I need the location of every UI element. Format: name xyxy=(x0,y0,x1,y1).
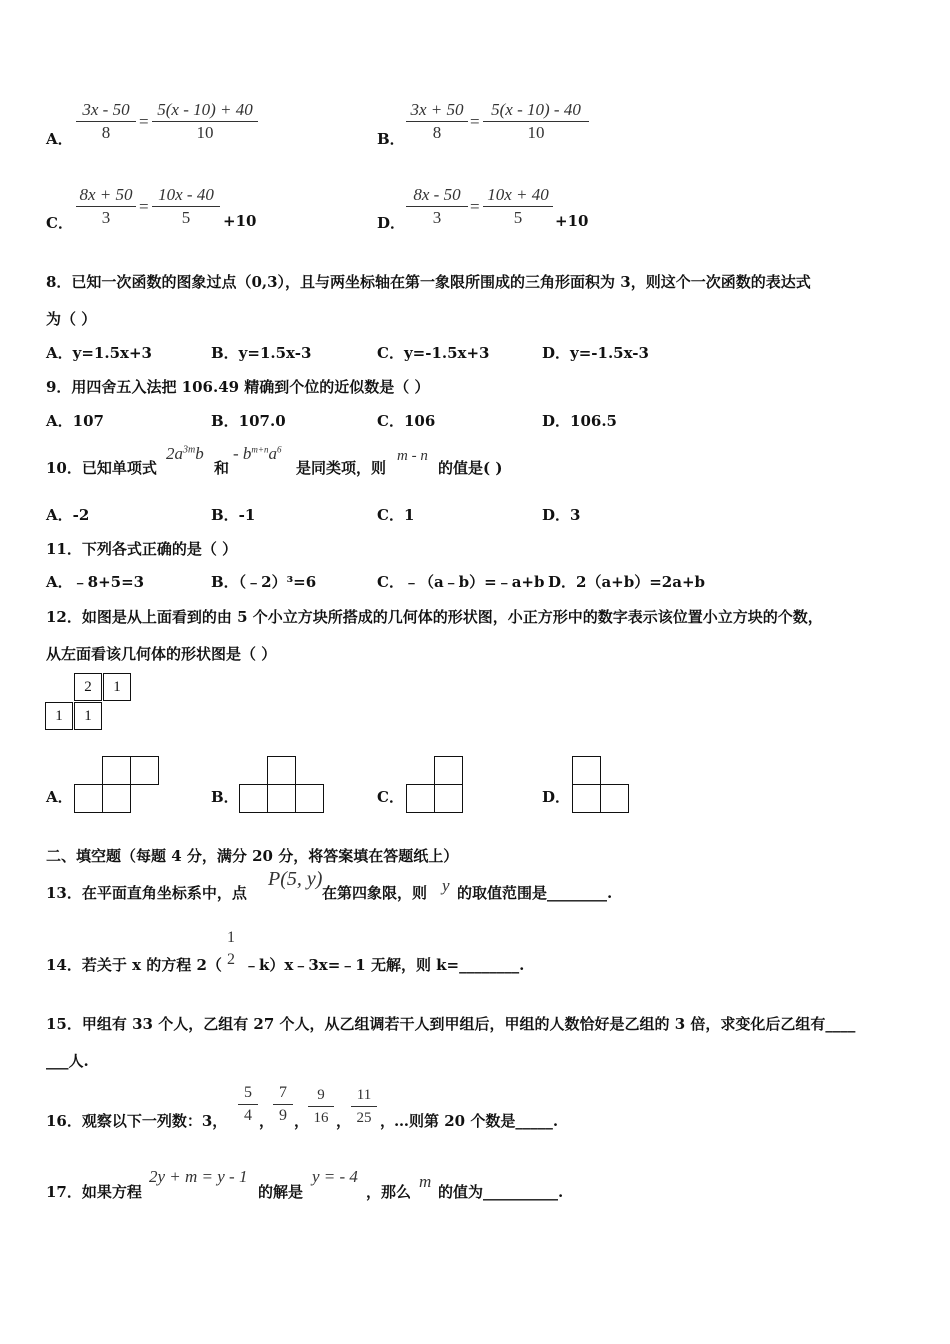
q9-option-d[interactable]: D．106.5 xyxy=(542,412,617,430)
cube-face xyxy=(600,784,629,813)
q14-stem-end: ﹣k）x﹣3x=﹣1 无解，则 k=________. xyxy=(244,956,525,974)
cube-face xyxy=(572,784,601,813)
equals-sign: = xyxy=(139,112,149,131)
equals-sign: = xyxy=(470,197,480,216)
cube-face xyxy=(406,784,435,813)
q16-fraction-3 xyxy=(308,1085,334,1129)
fraction-denominator: 3 xyxy=(432,208,442,227)
q14-stem-start: 14．若关于 x 的方程 2（ xyxy=(46,956,222,974)
q12-top-view-grid xyxy=(45,673,133,731)
q11-option-c[interactable]: C．﹣（a﹣b）=﹣a+b xyxy=(377,573,545,591)
grid-cell: 1 xyxy=(45,702,73,730)
separator: ， xyxy=(294,1112,310,1130)
q15-stem-line2: ___人. xyxy=(46,1052,89,1070)
term-tail: b xyxy=(195,444,204,463)
fraction-numerator: 10x - 40 xyxy=(152,185,220,207)
q10-option-b[interactable]: B．-1 xyxy=(211,506,256,524)
cube-face xyxy=(102,756,131,785)
q10-monomial-2 xyxy=(233,444,282,464)
fraction-numerator: 5(x - 10) + 40 xyxy=(152,100,258,122)
q8-option-c[interactable]: C．y=-1.5x+3 xyxy=(377,344,490,362)
q14-fraction xyxy=(222,928,240,971)
q7-d-rhs-fraction xyxy=(483,185,553,229)
q11-option-b[interactable]: B．（﹣2）³=6 xyxy=(211,573,317,591)
fraction-denominator: 3 xyxy=(101,208,111,227)
q8-stem-line2: 为（ ） xyxy=(46,310,97,328)
term-base: - b xyxy=(233,444,252,463)
fraction-denominator: 8 xyxy=(101,123,111,142)
q10-expression: m - n xyxy=(397,448,428,464)
q12-stem-line2: 从左面看该几何体的形状图是（ ） xyxy=(46,645,277,663)
q7-d-lhs-fraction xyxy=(406,185,468,229)
q12-stem-line1: 12．如图是从上面看到的由 5 个小立方块所搭成的几何体的形状图，小正方形中的数字表示该位置小立方块的个数， xyxy=(46,608,823,626)
separator: ， xyxy=(380,1112,396,1130)
q8-option-d[interactable]: D．y=-1.5x-3 xyxy=(542,344,649,362)
q17-equation: 2y + m = y - 1 xyxy=(149,1167,248,1186)
cube-face xyxy=(267,784,296,813)
q7-b-rhs-fraction xyxy=(483,100,589,144)
q12-option-c-label[interactable]: C． xyxy=(377,788,404,806)
q12-option-c-figure[interactable] xyxy=(406,756,468,816)
q8-option-b[interactable]: B．y=1.5x-3 xyxy=(211,344,312,362)
q12-option-b-figure[interactable] xyxy=(239,756,329,816)
q7-c-lhs-fraction xyxy=(76,185,136,229)
q13-stem-mid: 在第四象限，则 xyxy=(322,884,428,902)
fraction-denominator: 2 xyxy=(227,951,235,968)
q17-stem-mid: 的解是 xyxy=(258,1183,304,1201)
q10-and: 和 xyxy=(214,459,230,477)
fraction-numerator: 9 xyxy=(308,1085,334,1107)
cube-face xyxy=(295,784,324,813)
q7-d-tail: +10 xyxy=(555,212,589,230)
grid-cell: 1 xyxy=(74,702,102,730)
q13-stem-end: 的取值范围是________. xyxy=(457,884,613,902)
q12-option-b-label[interactable]: B． xyxy=(211,788,239,806)
q12-option-a-label[interactable]: A． xyxy=(46,788,73,806)
fraction-numerator: 8x - 50 xyxy=(406,185,468,207)
term-mid: a xyxy=(268,444,277,463)
term-base: 2a xyxy=(166,444,183,463)
q13-stem-start: 13．在平面直角坐标系中，点 xyxy=(46,884,247,902)
q16-fraction-1 xyxy=(238,1083,258,1127)
cube-face xyxy=(102,784,131,813)
cube-face xyxy=(239,784,268,813)
q10-option-c[interactable]: C．1 xyxy=(377,506,415,524)
q17-stem-mid2: ，那么 xyxy=(366,1183,412,1201)
q11-option-a[interactable]: A．﹣8+5=3 xyxy=(46,573,145,591)
equals-sign: = xyxy=(470,112,480,131)
q8-stem-line1: 8．已知一次函数的图象过点（0,3），且与两坐标轴在第一象限所围成的三角形面积为 3，则这个一次函数的表达式 xyxy=(46,273,811,291)
fraction-numerator: 5(x - 10) - 40 xyxy=(483,100,589,122)
q16-stem-end: …则第 20 个数是_____. xyxy=(394,1112,559,1130)
cube-face xyxy=(267,756,296,785)
q10-monomial-1 xyxy=(166,444,204,464)
q10-option-d[interactable]: D．3 xyxy=(542,506,581,524)
q12-option-a-figure[interactable] xyxy=(74,756,164,816)
q17-stem-start: 17．如果方程 xyxy=(46,1183,142,1201)
q17-solution: y = - 4 xyxy=(312,1167,358,1186)
cube-face xyxy=(434,756,463,785)
q7-a-rhs-fraction xyxy=(152,100,258,144)
q16-fraction-4 xyxy=(351,1085,377,1129)
term-exponent: 6 xyxy=(277,444,282,455)
separator: ， xyxy=(336,1112,352,1130)
q8-option-a[interactable]: A．y=1.5x+3 xyxy=(46,344,152,362)
term-exponent: m+n xyxy=(251,444,269,455)
fraction-denominator: 10 xyxy=(196,123,214,142)
q12-option-d-figure[interactable] xyxy=(572,756,634,816)
q15-stem-line1: 15．甲组有 33 个人，乙组有 27 个人，从乙组调若干人到甲组后，甲组的人数恰好是乙组的 3 倍，求变化后乙组有____ xyxy=(46,1015,856,1033)
q7-option-d-label[interactable]: D． xyxy=(377,214,406,232)
q10-option-a[interactable]: A．-2 xyxy=(46,506,90,524)
q9-option-a[interactable]: A．107 xyxy=(46,412,104,430)
grid-cell: 1 xyxy=(103,673,131,701)
q16-stem-start: 16．观察以下一列数：3， xyxy=(46,1112,228,1130)
fraction-numerator: 11 xyxy=(351,1085,377,1107)
q10-stem-end: 的值是( ) xyxy=(438,459,503,477)
fraction-denominator: 8 xyxy=(432,123,442,142)
q16-fraction-2 xyxy=(273,1083,293,1127)
q7-c-tail: +10 xyxy=(223,212,257,230)
fraction-numerator: 3x + 50 xyxy=(406,100,468,122)
fraction-denominator: 9 xyxy=(279,1107,287,1124)
term-exponent: 3m xyxy=(183,444,196,456)
q9-option-c[interactable]: C．106 xyxy=(377,412,436,430)
fraction-denominator: 25 xyxy=(356,1110,372,1126)
section-2-heading: 二、填空题（每题 4 分，满分 20 分，将答案填在答题纸上） xyxy=(46,847,459,865)
q11-option-d[interactable]: D．2（a+b）=2a+b xyxy=(548,573,706,591)
cube-face xyxy=(572,756,601,785)
q7-a-lhs-fraction xyxy=(76,100,136,144)
q13-variable: y xyxy=(442,876,450,895)
cube-face xyxy=(434,784,463,813)
fraction-numerator: 10x + 40 xyxy=(483,185,553,207)
fraction-numerator: 1 xyxy=(227,929,235,946)
q10-stem-mid: 是同类项，则 xyxy=(296,459,387,477)
fraction-denominator: 10 xyxy=(527,123,545,142)
q12-option-d-label[interactable]: D． xyxy=(542,788,571,806)
q17-variable: m xyxy=(419,1172,432,1191)
q9-stem: 9．用四舍五入法把 106.49 精确到个位的近似数是（ ） xyxy=(46,378,430,396)
fraction-denominator: 16 xyxy=(313,1110,329,1126)
fraction-numerator: 8x + 50 xyxy=(76,185,136,207)
q7-option-b-label[interactable]: B． xyxy=(377,130,405,148)
separator: ， xyxy=(259,1112,275,1130)
fraction-denominator: 5 xyxy=(513,208,523,227)
q9-option-b[interactable]: B．107.0 xyxy=(211,412,286,430)
fraction-numerator: 5 xyxy=(238,1083,258,1105)
q13-point: P(5, y) xyxy=(268,868,323,890)
q7-c-rhs-fraction xyxy=(152,185,220,229)
q7-option-a-label[interactable]: A． xyxy=(46,130,73,148)
fraction-denominator: 4 xyxy=(244,1107,252,1124)
fraction-denominator: 5 xyxy=(181,208,191,227)
q7-option-c-label[interactable]: C． xyxy=(46,214,73,232)
q7-b-lhs-fraction xyxy=(406,100,468,144)
q10-stem-start: 10．已知单项式 xyxy=(46,459,157,477)
q17-stem-end: 的值为__________. xyxy=(438,1183,564,1201)
cube-face xyxy=(130,756,159,785)
fraction-numerator: 3x - 50 xyxy=(76,100,136,122)
q11-stem: 11．下列各式正确的是（ ） xyxy=(46,540,238,558)
equals-sign: = xyxy=(139,197,149,216)
cube-face xyxy=(74,784,103,813)
fraction-numerator: 7 xyxy=(273,1083,293,1105)
grid-cell: 2 xyxy=(74,673,102,701)
